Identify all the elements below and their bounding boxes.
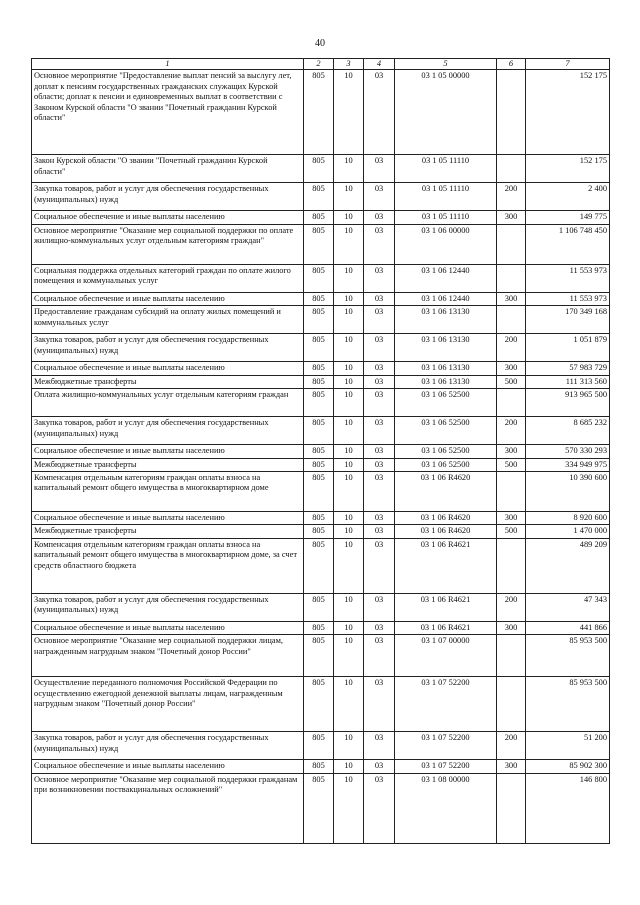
row-ministry-code: 805 [304, 155, 334, 183]
row-target-article: 03 1 06 R4621 [395, 593, 497, 621]
row-expense-type [497, 389, 526, 417]
row-ministry-code: 805 [304, 292, 334, 305]
row-ministry-code: 805 [304, 732, 334, 760]
row-expense-type [497, 224, 526, 264]
row-section: 10 [334, 773, 364, 843]
row-section: 10 [334, 417, 364, 445]
row-target-article: 03 1 06 13130 [395, 306, 497, 334]
row-expense-type: 200 [497, 732, 526, 760]
row-section: 10 [334, 511, 364, 524]
table-row [32, 389, 610, 417]
row-subsection: 03 [364, 458, 395, 471]
row-amount: 85 953 500 [526, 635, 610, 677]
table-row [32, 362, 610, 375]
row-target-article: 03 1 06 52500 [395, 458, 497, 471]
row-ministry-code: 805 [304, 183, 334, 211]
row-name: Социальное обеспечение и иные выплаты населению [32, 211, 304, 224]
row-target-article: 03 1 06 52500 [395, 417, 497, 445]
row-amount: 1 470 000 [526, 525, 610, 538]
row-amount: 111 313 560 [526, 375, 610, 388]
row-subsection: 03 [364, 264, 395, 292]
row-expense-type [497, 264, 526, 292]
row-subsection: 03 [364, 760, 395, 773]
table-row [32, 417, 610, 445]
row-expense-type: 300 [497, 292, 526, 305]
row-amount: 57 983 729 [526, 362, 610, 375]
row-ministry-code: 805 [304, 635, 334, 677]
table-row [32, 70, 610, 155]
row-subsection: 03 [364, 389, 395, 417]
row-ministry-code: 805 [304, 773, 334, 843]
table-row [32, 635, 610, 677]
row-amount: 441 866 [526, 621, 610, 634]
row-subsection: 03 [364, 773, 395, 843]
row-name: Компенсация отдельным категориям граждан оплаты взноса на капитальный ремонт общего имущества в многоквартирном доме [32, 471, 304, 511]
table-row [32, 375, 610, 388]
row-name: Закупка товаров, работ и услуг для обеспечения государственных (муниципальных) нужд [32, 334, 304, 362]
row-ministry-code: 805 [304, 375, 334, 388]
row-name: Социальное обеспечение и иные выплаты населению [32, 760, 304, 773]
row-ministry-code: 805 [304, 538, 334, 593]
row-section: 10 [334, 621, 364, 634]
row-expense-type: 300 [497, 760, 526, 773]
row-name: Основное мероприятие "Предоставление выплат пенсий за выслугу лет, доплат к пенсиям государственных гражданских служащих Курской области; доплат к пенсии и единовременных выплат в соответствии с Законом Курской области "О звании "Почетный гражданин Курской области" [32, 70, 304, 155]
row-name: Осуществление переданного полномочия Российской Федерации по осуществлению ежегодной денежной выплаты лицам, награжденным нагрудным знаком "Почетный донор России" [32, 677, 304, 732]
column-header: 2 [304, 59, 334, 70]
row-section: 10 [334, 264, 364, 292]
row-name: Закупка товаров, работ и услуг для обеспечения государственных (муниципальных) нужд [32, 732, 304, 760]
row-subsection: 03 [364, 211, 395, 224]
row-expense-type: 300 [497, 511, 526, 524]
row-section: 10 [334, 211, 364, 224]
row-section: 10 [334, 445, 364, 458]
row-target-article: 03 1 06 13130 [395, 362, 497, 375]
row-ministry-code: 805 [304, 264, 334, 292]
row-subsection: 03 [364, 511, 395, 524]
table-row [32, 732, 610, 760]
table-row [32, 621, 610, 634]
row-expense-type: 500 [497, 458, 526, 471]
table-row [32, 155, 610, 183]
row-subsection: 03 [364, 224, 395, 264]
row-amount: 2 400 [526, 183, 610, 211]
row-subsection: 03 [364, 732, 395, 760]
table-row [32, 306, 610, 334]
row-subsection: 03 [364, 306, 395, 334]
row-ministry-code: 805 [304, 471, 334, 511]
row-target-article: 03 1 06 13130 [395, 375, 497, 388]
row-section: 10 [334, 458, 364, 471]
row-section: 10 [334, 375, 364, 388]
column-header: 6 [497, 59, 526, 70]
row-amount: 149 775 [526, 211, 610, 224]
row-subsection: 03 [364, 183, 395, 211]
table-row [32, 292, 610, 305]
row-amount: 334 949 975 [526, 458, 610, 471]
table-row [32, 224, 610, 264]
row-amount: 170 349 168 [526, 306, 610, 334]
row-name: Основное мероприятие "Оказание мер социальной поддержки лицам, награжденным нагрудным знаком "Почетный донор России" [32, 635, 304, 677]
row-name: Социальное обеспечение и иные выплаты населению [32, 292, 304, 305]
row-amount: 85 953 500 [526, 677, 610, 732]
row-expense-type [497, 677, 526, 732]
row-amount: 8 685 232 [526, 417, 610, 445]
row-target-article: 03 1 06 00000 [395, 224, 497, 264]
row-subsection: 03 [364, 525, 395, 538]
row-amount: 11 553 973 [526, 292, 610, 305]
row-target-article: 03 1 05 11110 [395, 183, 497, 211]
row-expense-type: 500 [497, 525, 526, 538]
row-ministry-code: 805 [304, 458, 334, 471]
row-amount: 8 920 600 [526, 511, 610, 524]
row-ministry-code: 805 [304, 593, 334, 621]
column-header: 3 [334, 59, 364, 70]
column-header: 5 [395, 59, 497, 70]
row-section: 10 [334, 538, 364, 593]
row-subsection: 03 [364, 155, 395, 183]
row-expense-type: 300 [497, 211, 526, 224]
row-section: 10 [334, 183, 364, 211]
row-name: Закупка товаров, работ и услуг для обеспечения государственных (муниципальных) нужд [32, 417, 304, 445]
row-target-article: 03 1 06 12440 [395, 264, 497, 292]
row-section: 10 [334, 224, 364, 264]
row-expense-type: 200 [497, 593, 526, 621]
row-ministry-code: 805 [304, 334, 334, 362]
row-subsection: 03 [364, 593, 395, 621]
header-row [32, 59, 610, 70]
row-name: Основное мероприятие "Оказание мер социальной поддержки гражданам при возникновении поствакцинальных осложнений" [32, 773, 304, 843]
row-name: Закон Курской области "О звании "Почетный гражданин Курской области" [32, 155, 304, 183]
row-target-article: 03 1 06 R4620 [395, 525, 497, 538]
row-ministry-code: 805 [304, 445, 334, 458]
row-amount: 146 800 [526, 773, 610, 843]
table-row [32, 538, 610, 593]
row-subsection: 03 [364, 621, 395, 634]
row-expense-type [497, 306, 526, 334]
row-name: Социальное обеспечение и иные выплаты населению [32, 362, 304, 375]
row-amount: 570 330 293 [526, 445, 610, 458]
row-expense-type: 300 [497, 362, 526, 375]
row-subsection: 03 [364, 334, 395, 362]
row-amount: 85 902 300 [526, 760, 610, 773]
page-number: 40 [315, 38, 325, 49]
row-expense-type [497, 155, 526, 183]
row-ministry-code: 805 [304, 70, 334, 155]
row-ministry-code: 805 [304, 211, 334, 224]
budget-table [31, 58, 610, 844]
row-section: 10 [334, 525, 364, 538]
column-header: 7 [526, 59, 610, 70]
row-subsection: 03 [364, 445, 395, 458]
row-section: 10 [334, 292, 364, 305]
row-name: Закупка товаров, работ и услуг для обеспечения государственных (муниципальных) нужд [32, 183, 304, 211]
row-section: 10 [334, 635, 364, 677]
row-expense-type: 300 [497, 445, 526, 458]
row-name: Закупка товаров, работ и услуг для обеспечения государственных (муниципальных) нужд [32, 593, 304, 621]
table-row [32, 334, 610, 362]
row-target-article: 03 1 07 52200 [395, 732, 497, 760]
row-expense-type: 500 [497, 375, 526, 388]
row-section: 10 [334, 334, 364, 362]
row-section: 10 [334, 760, 364, 773]
table-body [32, 70, 610, 843]
table-row [32, 593, 610, 621]
row-subsection: 03 [364, 70, 395, 155]
table-row [32, 511, 610, 524]
row-name: Социальное обеспечение и иные выплаты населению [32, 511, 304, 524]
row-name: Основное мероприятие "Оказание мер социальной поддержки по оплате жилищно-коммунальных услуг отдельным категориям граждан" [32, 224, 304, 264]
row-name: Межбюджетные трансферты [32, 525, 304, 538]
row-subsection: 03 [364, 677, 395, 732]
row-subsection: 03 [364, 292, 395, 305]
row-amount: 152 175 [526, 70, 610, 155]
row-ministry-code: 805 [304, 224, 334, 264]
table-row [32, 183, 610, 211]
row-expense-type: 200 [497, 417, 526, 445]
row-target-article: 03 1 07 52200 [395, 677, 497, 732]
row-name: Социальное обеспечение и иные выплаты населению [32, 621, 304, 634]
row-target-article: 03 1 06 13130 [395, 334, 497, 362]
row-name: Предоставление гражданам субсидий на оплату жилых помещений и коммунальных услуг [32, 306, 304, 334]
row-amount: 51 200 [526, 732, 610, 760]
row-amount: 1 106 748 450 [526, 224, 610, 264]
row-section: 10 [334, 677, 364, 732]
row-ministry-code: 805 [304, 417, 334, 445]
row-expense-type [497, 70, 526, 155]
row-expense-type: 300 [497, 621, 526, 634]
row-amount: 152 175 [526, 155, 610, 183]
row-ministry-code: 805 [304, 306, 334, 334]
row-section: 10 [334, 471, 364, 511]
row-target-article: 03 1 05 00000 [395, 70, 497, 155]
row-amount: 913 965 500 [526, 389, 610, 417]
row-amount: 10 390 600 [526, 471, 610, 511]
row-target-article: 03 1 08 00000 [395, 773, 497, 843]
row-name: Компенсация отдельным категориям граждан оплаты взноса на капитальный ремонт общего имущества в многоквартирном доме, за счет средств областного бюджета [32, 538, 304, 593]
row-amount: 1 051 879 [526, 334, 610, 362]
row-target-article: 03 1 06 R4620 [395, 471, 497, 511]
row-target-article: 03 1 06 R4621 [395, 621, 497, 634]
row-target-article: 03 1 06 52500 [395, 445, 497, 458]
table-row [32, 211, 610, 224]
row-target-article: 03 1 05 11110 [395, 155, 497, 183]
column-header: 4 [364, 59, 395, 70]
row-subsection: 03 [364, 538, 395, 593]
row-expense-type [497, 635, 526, 677]
row-section: 10 [334, 306, 364, 334]
row-amount: 47 343 [526, 593, 610, 621]
table-row [32, 264, 610, 292]
row-section: 10 [334, 362, 364, 375]
row-expense-type: 200 [497, 334, 526, 362]
row-section: 10 [334, 593, 364, 621]
row-ministry-code: 805 [304, 525, 334, 538]
row-section: 10 [334, 389, 364, 417]
row-name: Социальное обеспечение и иные выплаты населению [32, 445, 304, 458]
row-target-article: 03 1 06 52500 [395, 389, 497, 417]
row-section: 10 [334, 732, 364, 760]
row-ministry-code: 805 [304, 389, 334, 417]
row-name: Межбюджетные трансферты [32, 458, 304, 471]
row-subsection: 03 [364, 362, 395, 375]
table-row [32, 760, 610, 773]
row-section: 10 [334, 155, 364, 183]
column-header: 1 [32, 59, 304, 70]
row-expense-type [497, 773, 526, 843]
row-subsection: 03 [364, 635, 395, 677]
table-row [32, 458, 610, 471]
row-target-article: 03 1 06 12440 [395, 292, 497, 305]
table-row [32, 471, 610, 511]
row-name: Социальная поддержка отдельных категорий граждан по оплате жилого помещения и коммунальных услуг [32, 264, 304, 292]
row-section: 10 [334, 70, 364, 155]
row-target-article: 03 1 05 11110 [395, 211, 497, 224]
row-expense-type: 200 [497, 183, 526, 211]
table-row [32, 773, 610, 843]
row-amount: 11 553 973 [526, 264, 610, 292]
row-subsection: 03 [364, 375, 395, 388]
row-expense-type [497, 471, 526, 511]
row-ministry-code: 805 [304, 362, 334, 375]
row-target-article: 03 1 06 R4620 [395, 511, 497, 524]
row-ministry-code: 805 [304, 760, 334, 773]
row-subsection: 03 [364, 417, 395, 445]
row-expense-type [497, 538, 526, 593]
row-target-article: 03 1 06 R4621 [395, 538, 497, 593]
table-row [32, 677, 610, 732]
row-amount: 489 209 [526, 538, 610, 593]
table-row [32, 525, 610, 538]
row-ministry-code: 805 [304, 677, 334, 732]
row-name: Межбюджетные трансферты [32, 375, 304, 388]
row-target-article: 03 1 07 52200 [395, 760, 497, 773]
row-name: Оплата жилищно-коммунальных услуг отдельным категориям граждан [32, 389, 304, 417]
row-ministry-code: 805 [304, 621, 334, 634]
table-row [32, 445, 610, 458]
row-ministry-code: 805 [304, 511, 334, 524]
row-subsection: 03 [364, 471, 395, 511]
row-target-article: 03 1 07 00000 [395, 635, 497, 677]
